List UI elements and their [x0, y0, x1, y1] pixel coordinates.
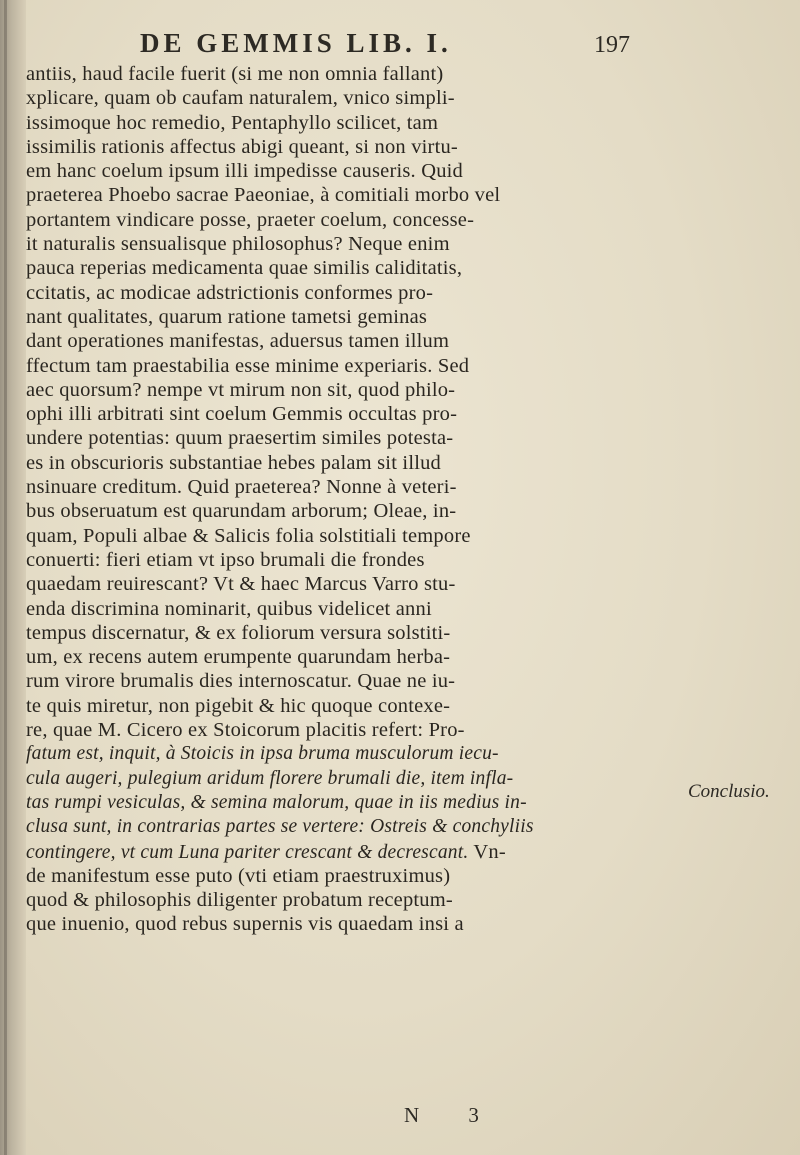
page-header [140, 24, 630, 64]
text-line: conuerti: fieri etiam vt ipso brumali die frondes [26, 548, 425, 571]
body-text [26, 62, 636, 937]
text-line: que inuenio, quod rebus supernis vis quaedam insi a [26, 913, 464, 936]
quotation-line: tas rumpi vesiculas, & semina malorum, quae in iis medius in- [26, 791, 527, 813]
text-line: issimilis rationis affectus abigi queant, si non virtu- [26, 135, 458, 158]
text-line: em hanc coelum ipsum illi impedisse causeris. Quid [26, 160, 463, 183]
text-line: praeterea Phoebo sacrae Paeoniae, à comitiali morbo vel [26, 184, 501, 207]
text-line: enda discrimina nominarit, quibus videlicet anni [26, 597, 432, 620]
quotation-line: fatum est, inquit, à Stoicis in ipsa bruma musculorum iecu- [26, 743, 499, 765]
text-line: aec quorsum? nempe vt mirum non sit, quod philo- [26, 378, 456, 401]
text-line: rum virore brumalis dies internoscatur. Quae ne iu- [26, 670, 456, 693]
continuation-word: Vn- [473, 840, 506, 863]
text-line: dant operationes manifestas, aduersus tamen illum [26, 330, 450, 353]
text-line: quam, Populi albae & Salicis folia solstitiali tempore [26, 524, 471, 547]
text-line: ophi illi arbitrati sint coelum Gemmis occultas pro- [26, 403, 458, 426]
text-line: tempus discernatur, & ex foliorum versura solstiti- [26, 621, 451, 644]
text-line: es in obscurioris substantiae hebes palam sit illud [26, 451, 442, 474]
text-line: bus obseruatum est quarundam arborum; Oleae, in- [26, 500, 457, 523]
signature-mark: N 3 [404, 1103, 501, 1127]
page-number: 197 [594, 32, 630, 58]
text-line: quod & philosophis diligenter probatum receptum- [26, 889, 453, 912]
text-line: undere potentias: quum praesertim similes potesta- [26, 427, 454, 450]
text-line: quaedam reuirescant? Vt & haec Marcus Varro stu- [26, 573, 456, 596]
text-line: pauca reperias medicamenta quae similis caliditatis, [26, 257, 463, 280]
quotation-line: cula augeri, pulegium aridum florere brumali die, item infla- [26, 767, 514, 789]
text-line: um, ex recens autem erumpente quarundam herba- [26, 646, 451, 669]
text-line: te quis miretur, non pigebit & hic quoque contexe- [26, 694, 451, 717]
quotation-line: clusa sunt, in contrarias partes se vertere: Ostreis & conchyliis [26, 816, 534, 838]
text-line: it naturalis sensualisque philosophus? Neque enim [26, 233, 450, 256]
running-head: DE GEMMIS LIB. I. [140, 28, 452, 58]
text-line: portantem vindicare posse, praeter coelum, concesse- [26, 208, 475, 231]
text-line: issimoque hoc remedio, Pentaphyllo scilicet, tam [26, 111, 439, 134]
quotation-end-line [26, 840, 636, 864]
text-line: xplicare, quam ob caufam naturalem, vnico simpli- [26, 87, 455, 110]
binding-edge [4, 0, 7, 1155]
text-line: nsinuare creditum. Quid praeterea? Nonne à veteri- [26, 476, 457, 499]
text-line: nant qualitates, quarum ratione tametsi geminas [26, 305, 428, 328]
text-line: re, quae M. Cicero ex Stoicorum placitis refert: Pro- [26, 719, 465, 742]
text-line: ccitatis, ac modicae adstrictionis conformes pro- [26, 281, 434, 304]
text-line: de manifestum esse puto (vti etiam praestruximus) [26, 864, 451, 887]
text-line: ffectum tam praestabilia esse minime experiaris. Sed [26, 354, 470, 377]
text-line: antiis, haud facile fuerit (si me non omnia fallant) [26, 63, 444, 85]
marginal-note: Conclusio. [688, 781, 770, 802]
quotation-line: contingere, vt cum Luna pariter crescant & decrescant. [26, 841, 469, 863]
